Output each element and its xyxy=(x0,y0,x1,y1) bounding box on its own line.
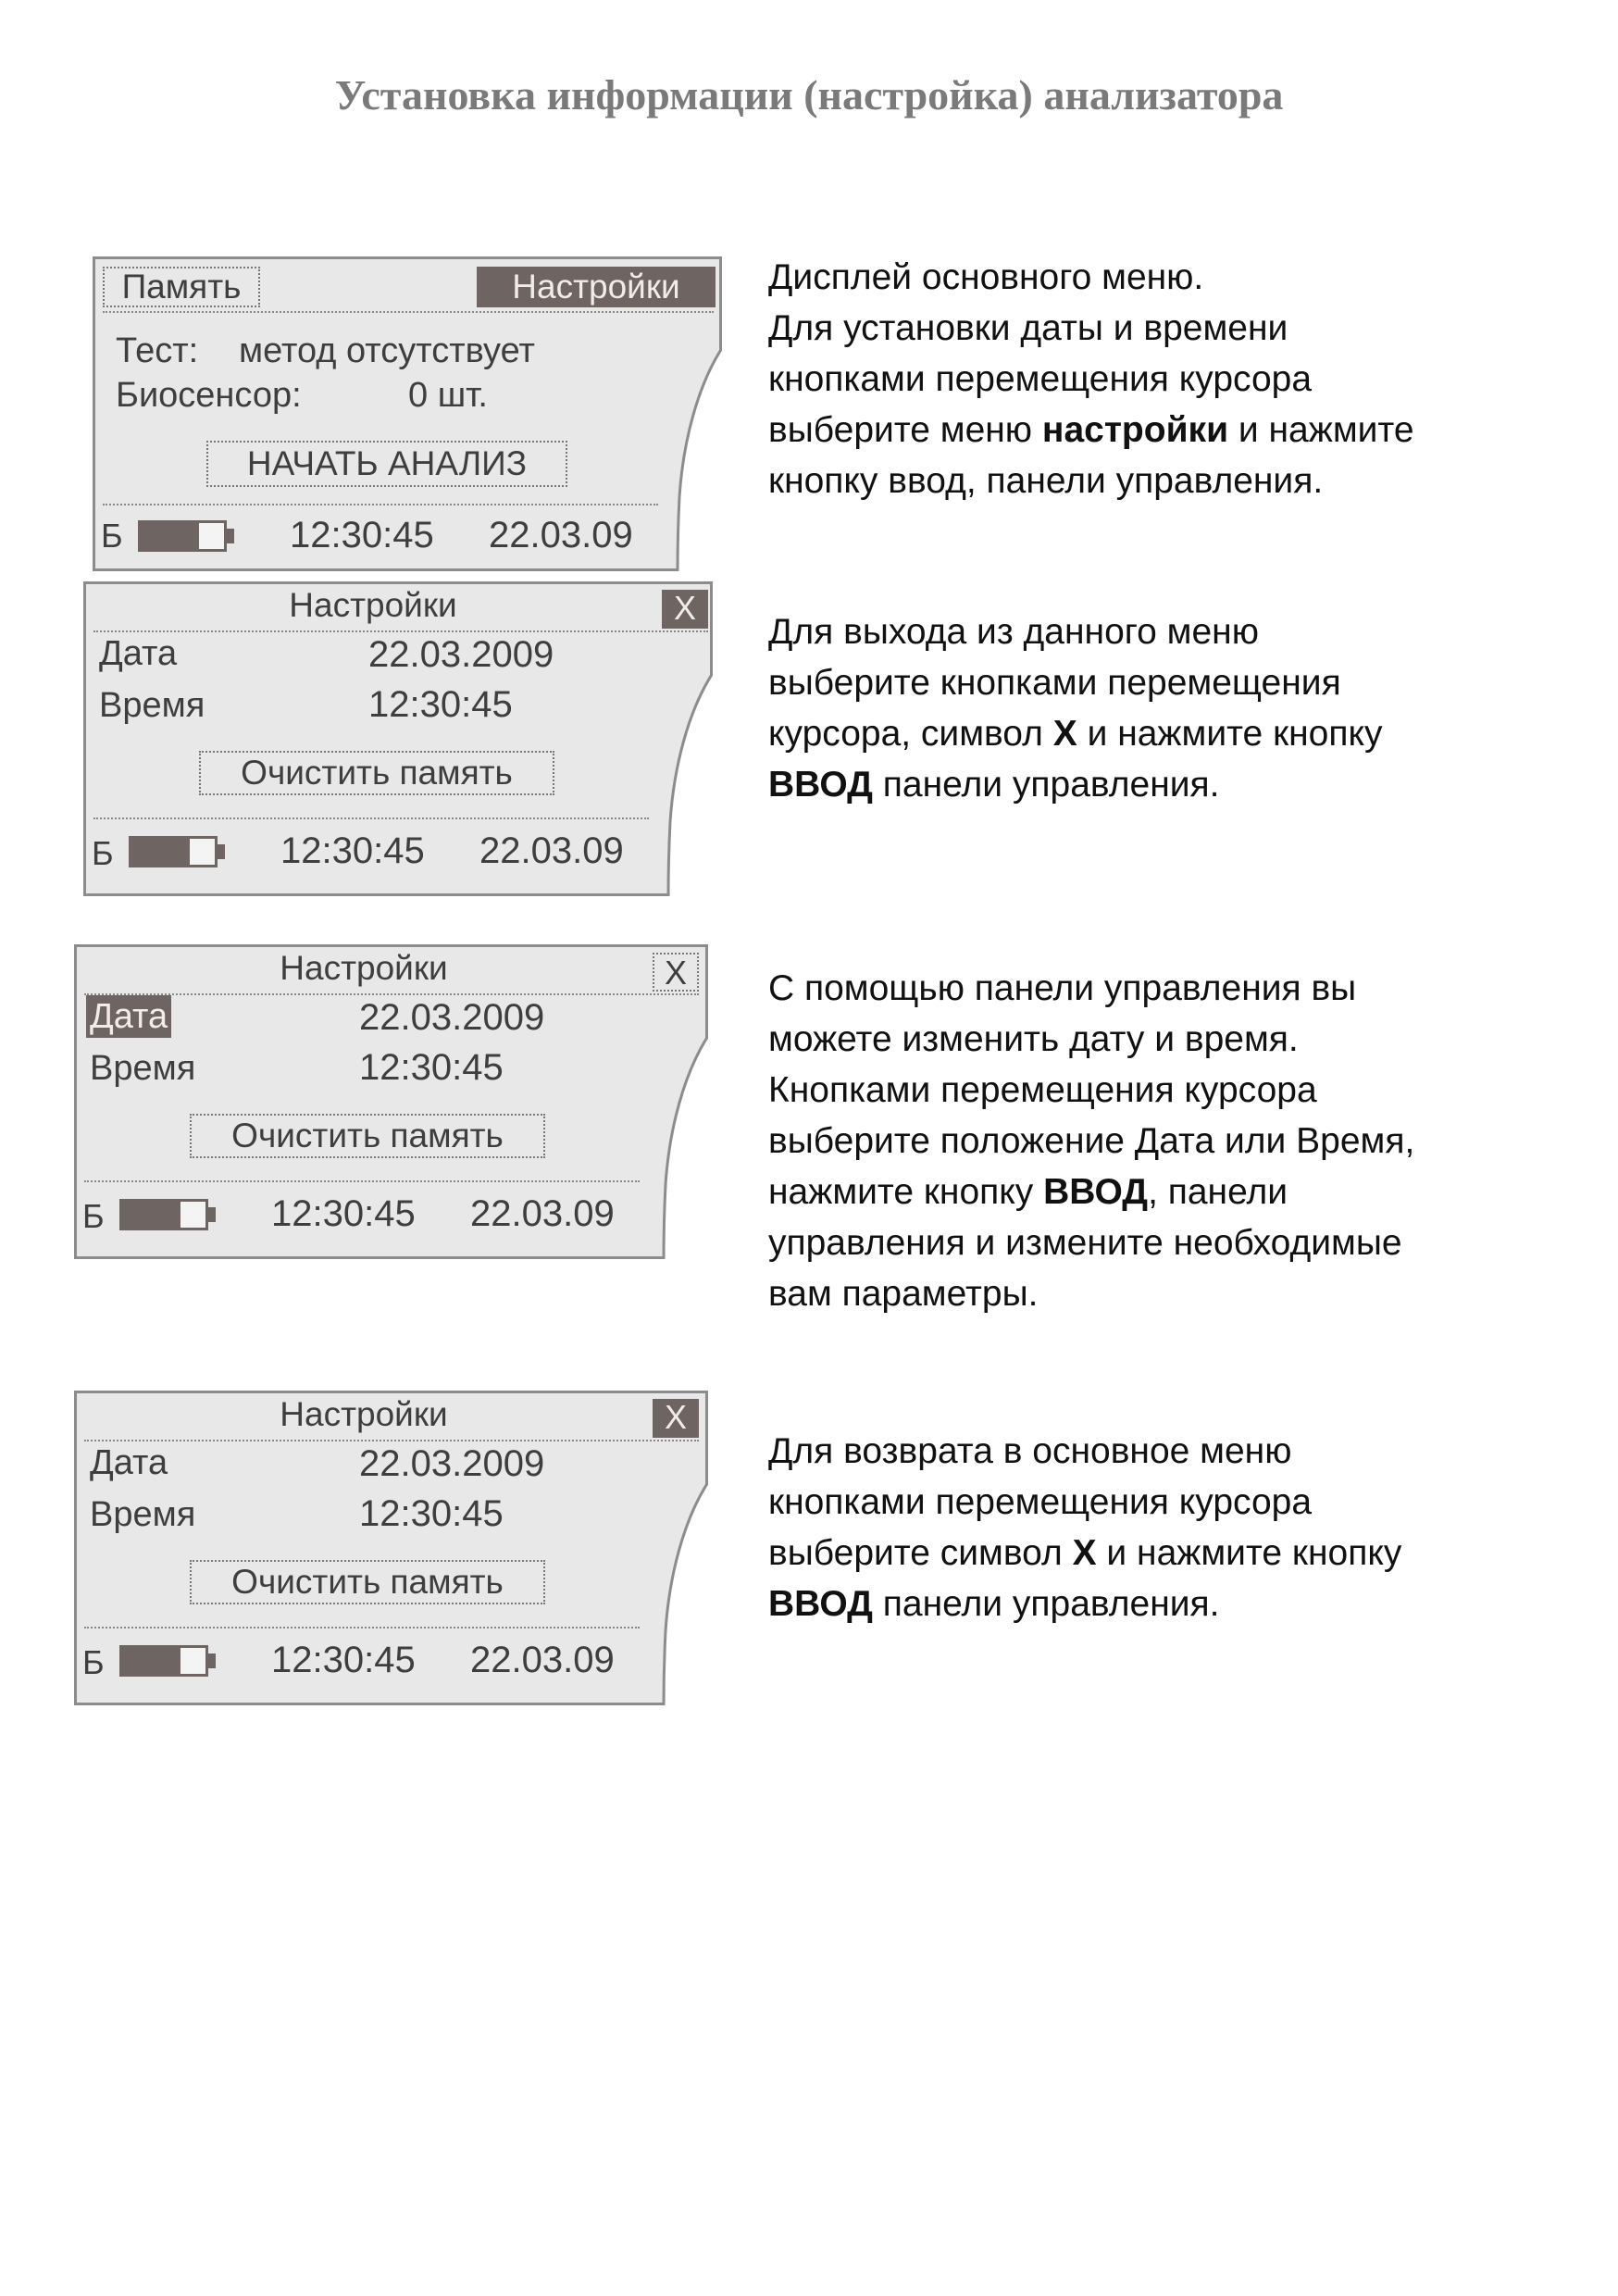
header-divider xyxy=(84,993,699,995)
settings-screen-exit xyxy=(83,581,713,896)
settings-tab[interactable] xyxy=(477,267,716,307)
test-value: метод отсутствует xyxy=(239,331,535,370)
close-button[interactable] xyxy=(662,590,708,629)
desc-line: Для выхода из данного меню xyxy=(768,612,1259,652)
clear-memory-button[interactable] xyxy=(190,1114,545,1158)
clear-memory-label: Очистить память xyxy=(231,1117,504,1154)
clear-memory-button[interactable] xyxy=(190,1560,545,1604)
date-value: 22.03.2009 xyxy=(359,1443,545,1484)
description-exit xyxy=(768,606,1583,810)
status-time: 12:30:45 xyxy=(290,515,434,555)
header-divider xyxy=(103,311,714,313)
settings-screen-return xyxy=(74,1391,708,1705)
time-label[interactable]: Время xyxy=(90,1049,196,1088)
desc-line: нажмите кнопку ВВОД, панели xyxy=(768,1172,1288,1212)
time-value: 12:30:45 xyxy=(359,1493,504,1534)
time-label[interactable]: Время xyxy=(90,1495,196,1534)
desc-line: выберите кнопками перемещения xyxy=(768,663,1341,703)
status-divider xyxy=(93,817,649,819)
biosensor-label: Биосенсор: xyxy=(116,376,302,415)
settings-title: Настройки xyxy=(289,586,457,624)
desc-line: выберите символ X и нажмите кнопку xyxy=(768,1533,1402,1573)
desc-line: вам параметры. xyxy=(768,1274,1039,1314)
desc-line: управления и измените необходимые xyxy=(768,1223,1402,1263)
close-icon: X xyxy=(673,589,696,627)
main-menu-screen xyxy=(93,256,722,571)
status-date: 22.03.09 xyxy=(470,1193,615,1234)
battery-label: Б xyxy=(101,517,123,555)
date-label[interactable]: Дата xyxy=(99,634,178,673)
time-value: 12:30:45 xyxy=(368,684,513,725)
clear-memory-label: Очистить память xyxy=(241,754,513,792)
close-button[interactable] xyxy=(653,953,699,992)
close-icon: X xyxy=(664,954,687,992)
date-value: 22.03.2009 xyxy=(359,997,545,1038)
screen-edge-cutout xyxy=(670,348,722,571)
status-time: 12:30:45 xyxy=(280,830,425,871)
biosensor-count: 0 шт. xyxy=(408,376,488,415)
close-button[interactable] xyxy=(653,1399,699,1438)
date-value: 22.03.2009 xyxy=(368,634,554,675)
screen-edge-cutout xyxy=(661,673,713,896)
clear-memory-button[interactable] xyxy=(199,751,554,795)
clear-memory-label: Очистить память xyxy=(231,1563,504,1601)
header-divider xyxy=(93,630,708,632)
battery-indicator xyxy=(119,1645,216,1677)
status-date: 22.03.09 xyxy=(479,830,624,871)
desc-line: ВВОД панели управления. xyxy=(768,765,1220,805)
memory-tab-label: Память xyxy=(121,268,242,306)
battery-indicator xyxy=(129,836,225,867)
status-time: 12:30:45 xyxy=(271,1640,416,1680)
desc-line: курсора, символ X и нажмите кнопку xyxy=(768,714,1383,754)
memory-tab[interactable] xyxy=(103,267,260,307)
status-divider xyxy=(103,504,658,505)
desc-line: Дисплей основного меню. xyxy=(768,257,1204,297)
screen-edge-cutout xyxy=(656,1036,708,1259)
time-label[interactable]: Время xyxy=(99,686,205,725)
battery-indicator xyxy=(119,1199,216,1230)
desc-line: кнопками перемещения курсора xyxy=(768,1482,1313,1522)
settings-title: Настройки xyxy=(280,1395,448,1433)
status-divider xyxy=(84,1180,640,1182)
status-date: 22.03.09 xyxy=(470,1640,615,1680)
desc-line: С помощью панели управления вы xyxy=(768,968,1357,1008)
battery-label: Б xyxy=(82,1643,105,1681)
description-edit xyxy=(768,963,1583,1319)
battery-label: Б xyxy=(92,834,114,872)
settings-title: Настройки xyxy=(280,949,448,987)
desc-line: Для установки даты и времени xyxy=(768,308,1288,348)
desc-line: можете изменить дату и время. xyxy=(768,1019,1299,1059)
battery-label: Б xyxy=(82,1197,105,1235)
date-label[interactable]: Дата xyxy=(90,1443,168,1482)
close-icon: X xyxy=(664,1398,687,1436)
start-analysis-label: НАЧАТЬ АНАЛИЗ xyxy=(246,444,528,482)
status-time: 12:30:45 xyxy=(271,1193,416,1234)
start-analysis-button[interactable] xyxy=(206,441,567,487)
desc-line: Для возврата в основное меню xyxy=(768,1431,1292,1471)
time-value: 12:30:45 xyxy=(359,1047,504,1088)
status-divider xyxy=(84,1627,640,1628)
screen-edge-cutout xyxy=(656,1482,708,1705)
desc-line: кнопку ввод, панели управления. xyxy=(768,461,1324,501)
page-title: Установка информации (настройка) анализатора xyxy=(334,71,1284,119)
desc-line: Кнопками перемещения курсора xyxy=(768,1070,1317,1110)
desc-line: выберите положение Дата или Время, xyxy=(768,1121,1415,1161)
header-divider xyxy=(84,1440,699,1441)
desc-line: выберите меню настройки и нажмите xyxy=(768,410,1414,450)
settings-screen-edit xyxy=(74,944,708,1259)
desc-line: кнопками перемещения курсора xyxy=(768,359,1313,399)
description-return xyxy=(768,1426,1583,1629)
description-main-menu xyxy=(768,252,1583,506)
battery-indicator xyxy=(138,520,234,552)
settings-tab-label: Настройки xyxy=(512,268,680,306)
desc-line: ВВОД панели управления. xyxy=(768,1584,1220,1624)
test-label: Тест: xyxy=(116,331,199,370)
status-date: 22.03.09 xyxy=(489,515,633,555)
date-label[interactable]: Дата xyxy=(86,995,171,1038)
